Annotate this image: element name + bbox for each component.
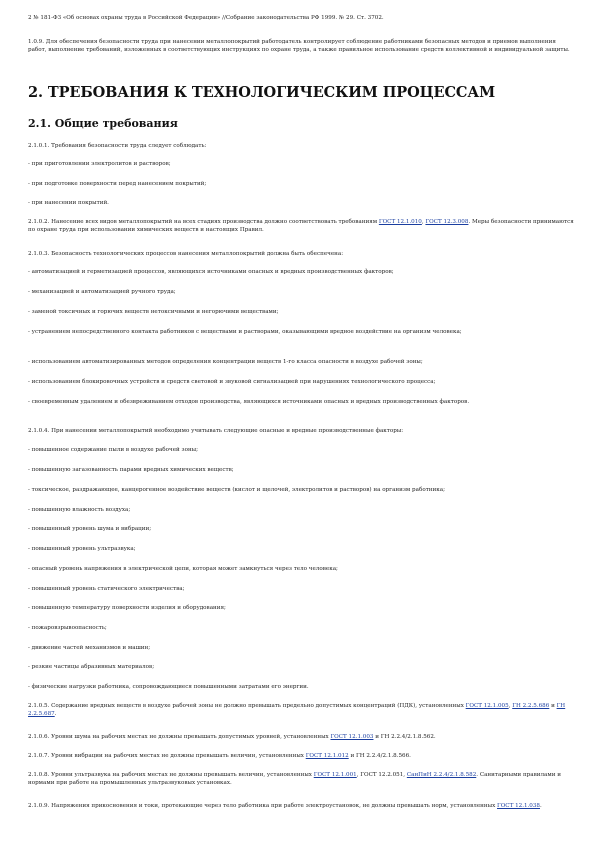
gn-link[interactable]: ГН 2.2.5.687 xyxy=(28,703,566,718)
list-item: - повышенное содержание пыли в воздухе рабочей зоны; xyxy=(28,447,199,453)
paragraph-text: и ГН 2.2.4/2.1.8.562. xyxy=(373,734,436,740)
paragraph-2-1-0-7 xyxy=(28,752,575,760)
list-item: - автоматизацией и герметизацией процессов, являющихся источниками опасных и вредных производственных факторов; xyxy=(28,269,394,275)
list-item: - использованием блокировочных устройств и средств световой и звуковой сигнализацией при нарушениях технологического процесса; xyxy=(28,379,436,385)
paragraph-text: и xyxy=(549,703,557,709)
list-item: - пожаровзрывоопасность; xyxy=(28,625,107,631)
paragraph-2-1-0-9 xyxy=(28,802,575,810)
paragraph-text: 2.1.0.6. Уровни шума на рабочих местах не должны превышать допустимых уровней, установленных xyxy=(28,734,331,740)
sanpin-link[interactable]: СанПиН 2.2.4/2.1.8.582 xyxy=(406,772,477,778)
list-item: - повышенную температуру поверхности изделия и оборудования; xyxy=(28,605,226,611)
list-item: - механизацией и автоматизацией ручного труда; xyxy=(28,289,176,295)
paragraph-text: 2.1.0.8. Уровни ультразвука на рабочих местах не должны превышать величин, установленных xyxy=(28,772,314,778)
list-item: - при подготовке поверхности перед нанесением покрытий; xyxy=(28,181,207,187)
list-item: - физические нагрузки работника, сопровождающиеся повышенными затратами его энергии. xyxy=(28,684,309,690)
paragraph-2-1-0-5 xyxy=(28,702,575,719)
list-item: - токсическое, раздражающее, канцерогенное воздействие веществ (кислот и щелочей, электролитов и растворов) на организм работника; xyxy=(28,487,445,493)
paragraph-text: 2.1.0.5. Содержание вредных веществ в воздухе рабочей зоны не должно превышать предельно допустимых концентраций (ПДК), установленных xyxy=(28,703,466,709)
paragraph-2-1-0-6 xyxy=(28,733,575,741)
list-item: - повышенный уровень шума и вибрации; xyxy=(28,526,152,532)
paragraph-text: . Санитарными правилами и нормами при работе на промышленных ультразвуковых установках. xyxy=(28,772,561,787)
paragraph-2-1-0-3: 2.1.0.3. Безопасность технологических процессов нанесения металлопокрытий должна быть обеспечена: xyxy=(28,251,344,257)
gost-link[interactable]: ГОСТ 12.1.012 xyxy=(305,753,349,759)
list-item: - повышенный уровень статического электричества; xyxy=(28,586,185,592)
paragraph-text: . xyxy=(540,803,542,809)
list-item: - движение частей механизмов и машин; xyxy=(28,645,151,651)
paragraph-text: 2.1.0.7. Уровни вибрации на рабочих местах не должны превышать величин, установленных xyxy=(28,753,306,759)
list-item: - использованием автоматизированных методов определения концентрации веществ 1-го класса опасности в воздухе рабочей зоны; xyxy=(28,359,423,365)
gost-link[interactable]: ГОСТ 12.1.010 xyxy=(378,219,422,225)
footnote: 2 № 181-ФЗ «Об основах охраны труда в Российской Федерации» //Собрание законодательства РФ 1999. № 29. Ст. 3702. xyxy=(28,15,384,21)
chapter-title: 2. ТРЕБОВАНИЯ К ТЕХНОЛОГИЧЕСКИМ ПРОЦЕССАМ xyxy=(28,84,496,101)
list-item: - заменой токсичных и горючих веществ нетоксичными и негорючими веществами; xyxy=(28,309,279,315)
list-item: - устранением непосредственного контакта работников с веществами и растворами, оказывающими вредное воздействие на организм человека; xyxy=(28,329,462,335)
gost-link[interactable]: ГОСТ 12.3.008 xyxy=(425,219,469,225)
list-item: - своевременным удалением и обезвреживанием отходов производства, являющихся источниками опасных и вредных производственных факторов. xyxy=(28,399,470,405)
paragraph-text: и ГН 2.2.4/2.1.8.566. xyxy=(348,753,411,759)
paragraph-text: , xyxy=(508,703,513,709)
gost-link[interactable]: ГОСТ 12.1.003 xyxy=(330,734,374,740)
paragraph-text: , ГОСТ 12.2.051, xyxy=(356,772,407,778)
paragraph-text: 2.1.0.9. Напряжения прикосновения и токи, протекающие через тело работника при работе электроустановок, не должны превышать норм, установленных xyxy=(28,803,497,809)
paragraph-2-1-0-8 xyxy=(28,771,575,788)
list-item: - при приготовлении электролитов и растворов; xyxy=(28,161,171,167)
list-item: - при нанесении покрытий. xyxy=(28,200,109,206)
list-item: - опасный уровень напряжения в электрической цепи, которая может замкнуться через тело человека; xyxy=(28,566,338,572)
paragraph-text: . xyxy=(54,711,57,718)
gost-link[interactable]: ГОСТ 12.1.038 xyxy=(497,803,540,809)
gn-link[interactable]: ГН 2.2.5.686 xyxy=(512,703,550,709)
paragraph-text: 2.1.0.2. Нанесение всех видов металлопокрытий на всех стадиях производства должно соответствовать требованиям xyxy=(28,219,379,225)
list-item: - повышенную загазованность парами вредных химических веществ; xyxy=(28,467,234,473)
list-item: - повышенный уровень ультразвука; xyxy=(28,546,136,552)
paragraph-2-1-0-2 xyxy=(28,218,575,235)
paragraph-2-1-0-1: 2.1.0.1. Требования безопасности труда следует соблюдать: xyxy=(28,143,207,149)
list-item: - резкие частицы абразивных материалов; xyxy=(28,664,155,670)
paragraph-text: , xyxy=(421,219,426,225)
paragraph-2-1-0-4: 2.1.0.4. При нанесении металлопокрытий необходимо учитывать следующие опасные и вредные производственные факторы: xyxy=(28,428,404,434)
paragraph-1-0-9: 1.0.9. Для обеспечения безопасности труда при нанесении металлопокрытий работодатель контролирует соблюдение работниками безопасных методов и приемов выполнения работ, выполнение требований, изложенных в соответствующих инструкциях по охране труда, а также правильное использование средств коллективной и индивидуальной защиты. xyxy=(28,39,570,54)
section-title: 2.1. Общие требования xyxy=(28,117,178,130)
gost-link[interactable]: ГОСТ 12.1.001 xyxy=(313,772,357,778)
gost-link[interactable]: ГОСТ 12.1.005 xyxy=(465,703,509,709)
list-item: - повышенную влажность воздуха; xyxy=(28,507,131,513)
paragraph-text: . Меры безопасности принимаются по охране труда при использовании химических веществ и настоящих Правил. xyxy=(28,219,574,234)
